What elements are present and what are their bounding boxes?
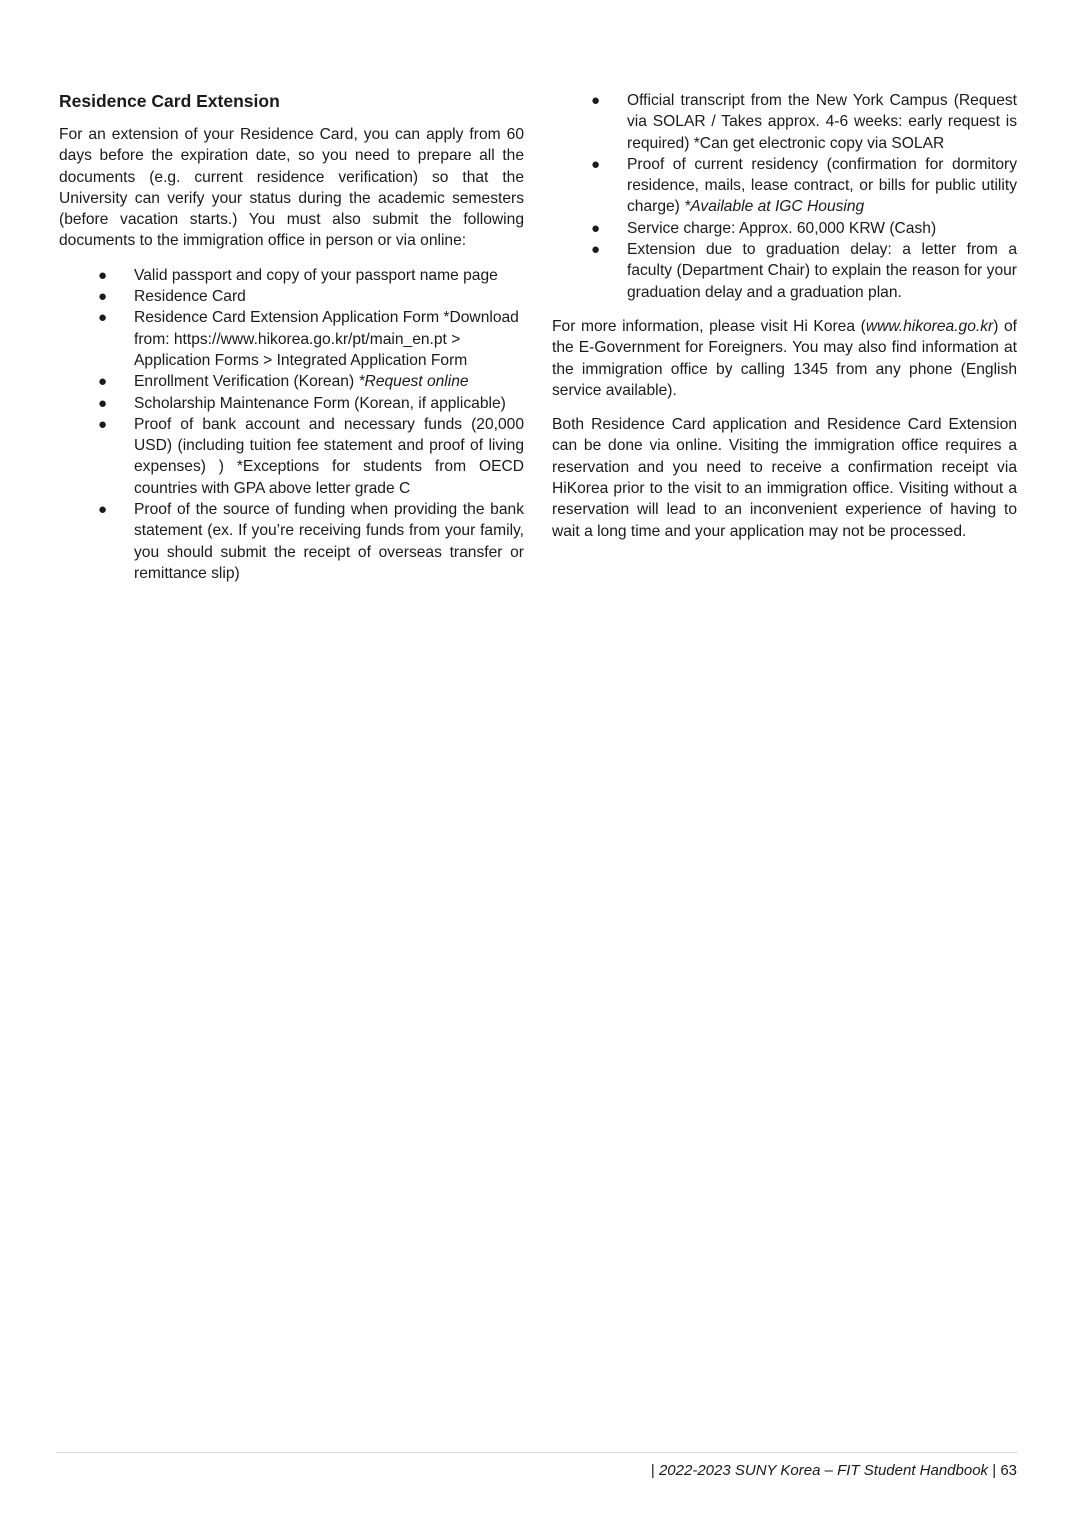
list-item-note: *Request online <box>358 373 469 391</box>
list-item <box>59 371 524 392</box>
list-item-text: Scholarship Maintenance Form (Korean, if applicable) <box>134 394 506 412</box>
hikorea-link[interactable]: www.hikorea.go.kr <box>865 317 994 335</box>
more-info-paragraph <box>552 316 1017 401</box>
list-item-text: Extension due to graduation delay: a letter from a faculty (Department Chair) to explain the reason for your graduation delay and a graduation plan. <box>627 241 1017 301</box>
bullet-icon: ● <box>98 309 108 327</box>
list-item-text: Enrollment Verification (Korean) <box>134 373 359 391</box>
bullet-icon: ● <box>98 501 108 519</box>
list-item <box>59 265 524 286</box>
bullet-icon: ● <box>591 155 601 173</box>
list-item <box>59 286 524 307</box>
list-item <box>552 154 1017 218</box>
list-item-text: Valid passport and copy of your passport name page <box>134 266 498 284</box>
page-number: 63 <box>1000 1462 1017 1479</box>
footer-page-separator: | <box>992 1462 997 1479</box>
reservation-paragraph: Both Residence Card application and Residence Card Extension can be done via online. Visiting the immigration office requires a reservation and you need to receive a confirmation receipt via HiKorea prior to the visit to an immigration office. Visiting without a reservation will lead to an inconvenient experience of having to wait a long time and your application may not be processed. <box>552 416 1017 540</box>
bullet-icon: ● <box>591 241 601 259</box>
footer-divider <box>56 1452 1018 1453</box>
list-item-text: Proof of current residency (confirmation for dormitory residence, mails, lease contract, or bills for public utility charge) <box>627 155 1017 216</box>
bullet-icon: ● <box>98 394 108 412</box>
list-item <box>59 393 524 414</box>
intro-paragraph: For an extension of your Residence Card, you can apply from 60 days before the expiration date, so you need to prepare all the documents (e.g. current residence verification) so that the University can verify your status during the academic semesters (before vacation starts.) You must also submit the following documents to the immigration office in person or via online: <box>59 126 524 250</box>
list-item-text: Official transcript from the New York Campus (Request via SOLAR / Takes approx. 4-6 weeks: early request is required) *Can get electronic copy via SOLAR <box>627 92 1017 152</box>
more-info-text: For more information, please visit Hi Korea ( <box>552 317 866 335</box>
more-info-text-end: ) of the E-Government for Foreigners. You may also find information at the immigration office by calling 1345 from any phone (English service available). <box>552 317 1017 399</box>
bullet-icon: ● <box>98 266 108 284</box>
page-footer <box>651 1461 1017 1481</box>
section-heading: Residence Card Extension <box>59 91 280 111</box>
bullet-icon: ● <box>98 373 108 391</box>
bullet-icon: ● <box>591 92 601 109</box>
handbook-title: 2022-2023 SUNY Korea – FIT Student Handbook <box>658 1462 989 1479</box>
list-item <box>552 239 1017 303</box>
list-item-note: *Available at IGC Housing <box>684 198 865 216</box>
list-item-text: Proof of the source of funding when providing the bank statement (ex. If you’re receiving funds from your family, you should submit the receipt of overseas transfer or remittance slip) <box>134 501 524 582</box>
list-item-text: Residence Card Extension Application Form *Download from: https://www.hikorea.go.kr/pt/main_en.pt > Application Forms > Integrated Application Form <box>134 309 519 369</box>
list-item-text: Proof of bank account and necessary funds (20,000 USD) (including tuition fee statement and proof of living expenses) ) *Exceptions for students from OECD countries with GPA above letter grade C <box>134 415 524 497</box>
bullet-icon: ● <box>98 288 108 306</box>
list-item <box>552 90 1017 154</box>
list-item <box>59 307 524 371</box>
left-column <box>59 90 524 597</box>
required-documents-list <box>59 265 524 584</box>
list-item-text: Residence Card <box>134 288 246 306</box>
bullet-icon: ● <box>98 415 108 433</box>
list-item-text: Service charge: Approx. 60,000 KRW (Cash) <box>627 219 937 237</box>
list-item <box>552 218 1017 239</box>
list-item <box>59 414 524 499</box>
required-documents-list-continued <box>552 90 1017 303</box>
footer-separator: | <box>650 1462 655 1479</box>
right-column <box>552 90 1017 555</box>
list-item <box>59 499 524 584</box>
bullet-icon: ● <box>591 219 601 237</box>
